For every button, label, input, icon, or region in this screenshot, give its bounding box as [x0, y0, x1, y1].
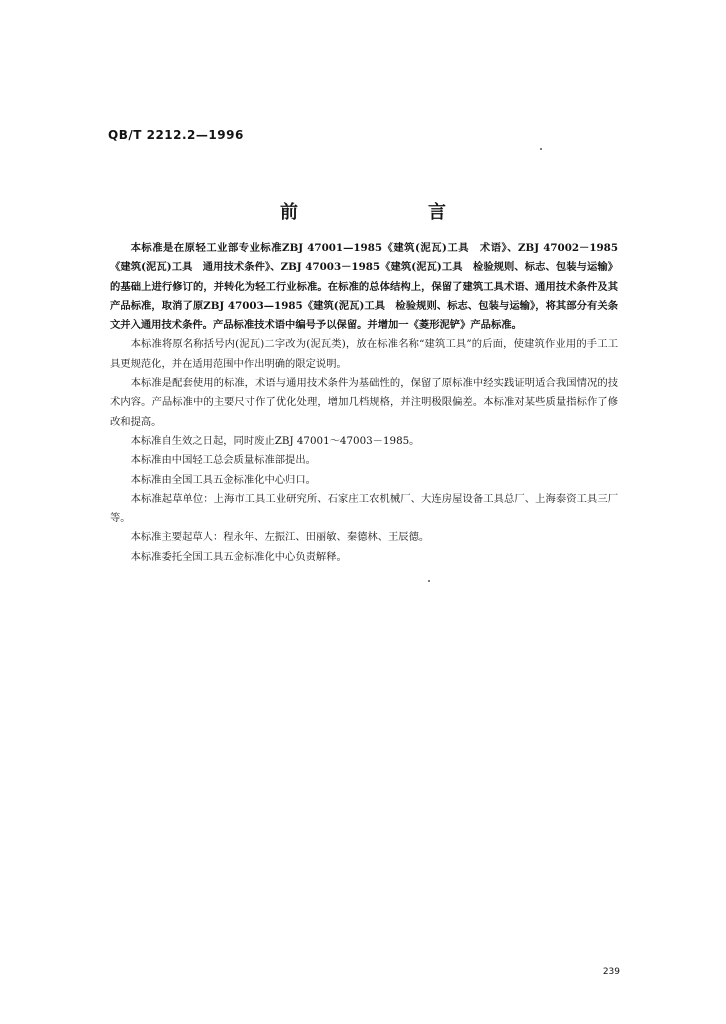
paragraph: 本标准由中国轻工总会质量标准部提出。: [130, 454, 316, 467]
page-title-char-2: 言: [428, 202, 446, 223]
standard-code: QB/T 2212.2—1996: [108, 128, 244, 142]
paragraph: 本标准主要起草人：程永年、左振江、田丽敏、秦德林、王辰德。: [130, 531, 430, 544]
page-number: 239: [602, 967, 620, 977]
page-title-char-1: 前: [280, 202, 298, 223]
scan-speck: [428, 580, 430, 582]
paragraph: 本标准由全国工具五金标准化中心归口。: [130, 473, 316, 486]
paragraph: 本标准自生效之日起，同时废止ZBJ 47001～47003－1985。: [130, 434, 420, 447]
paragraph: 本标准是在原轻工业部专业标准ZBJ 47001—1985《建筑(泥瓦)工具 术语》、ZBJ 47002－1985《建筑(泥瓦)工具 通用技术条件》、ZBJ 47003－1985《建筑(泥瓦)工具 检验规则、标志、包装与运输》的基础上进行修订的，并转化为轻工行业标准。在标准的总体结构上，保留了建筑工具术语、通用技术条件及其产品标准，取消了原ZBJ 47003—1985《建筑(泥瓦)工具 检验规则、标志、包装与运输》，将其部分有关条文并入通用技术条件。产品标准技术语中编号予以保留。并增加一《菱形泥铲》产品标准。: [110, 242, 618, 332]
scan-speck: [540, 148, 542, 150]
page-title: [280, 198, 446, 224]
paragraph: 本标准起草单位：上海市工具工业研究所、石家庄工农机械厂、大连房屋设备工具总厂、上海泰资工具三厂等。: [110, 492, 618, 525]
paragraph: 本标准委托全国工具五金标准化中心负责解释。: [130, 550, 347, 563]
paragraph: 本标准是配套使用的标准，术语与通用技术条件为基础性的，保留了原标准中经实践证明适合我国情况的技术内容。产品标准中的主要尺寸作了优化处理，增加几档规格，并注明极限偏差。本标准对某些质量指标作了修改和提高。: [110, 377, 618, 428]
paragraph: 本标准将原名称括号内(泥瓦)二字改为(泥瓦类)，放在标准名称“建筑工具”的后面，使建筑作业用的手工工具更规范化，并在适用范围中作出明确的限定说明。: [110, 338, 618, 370]
preface-body: [110, 239, 618, 567]
